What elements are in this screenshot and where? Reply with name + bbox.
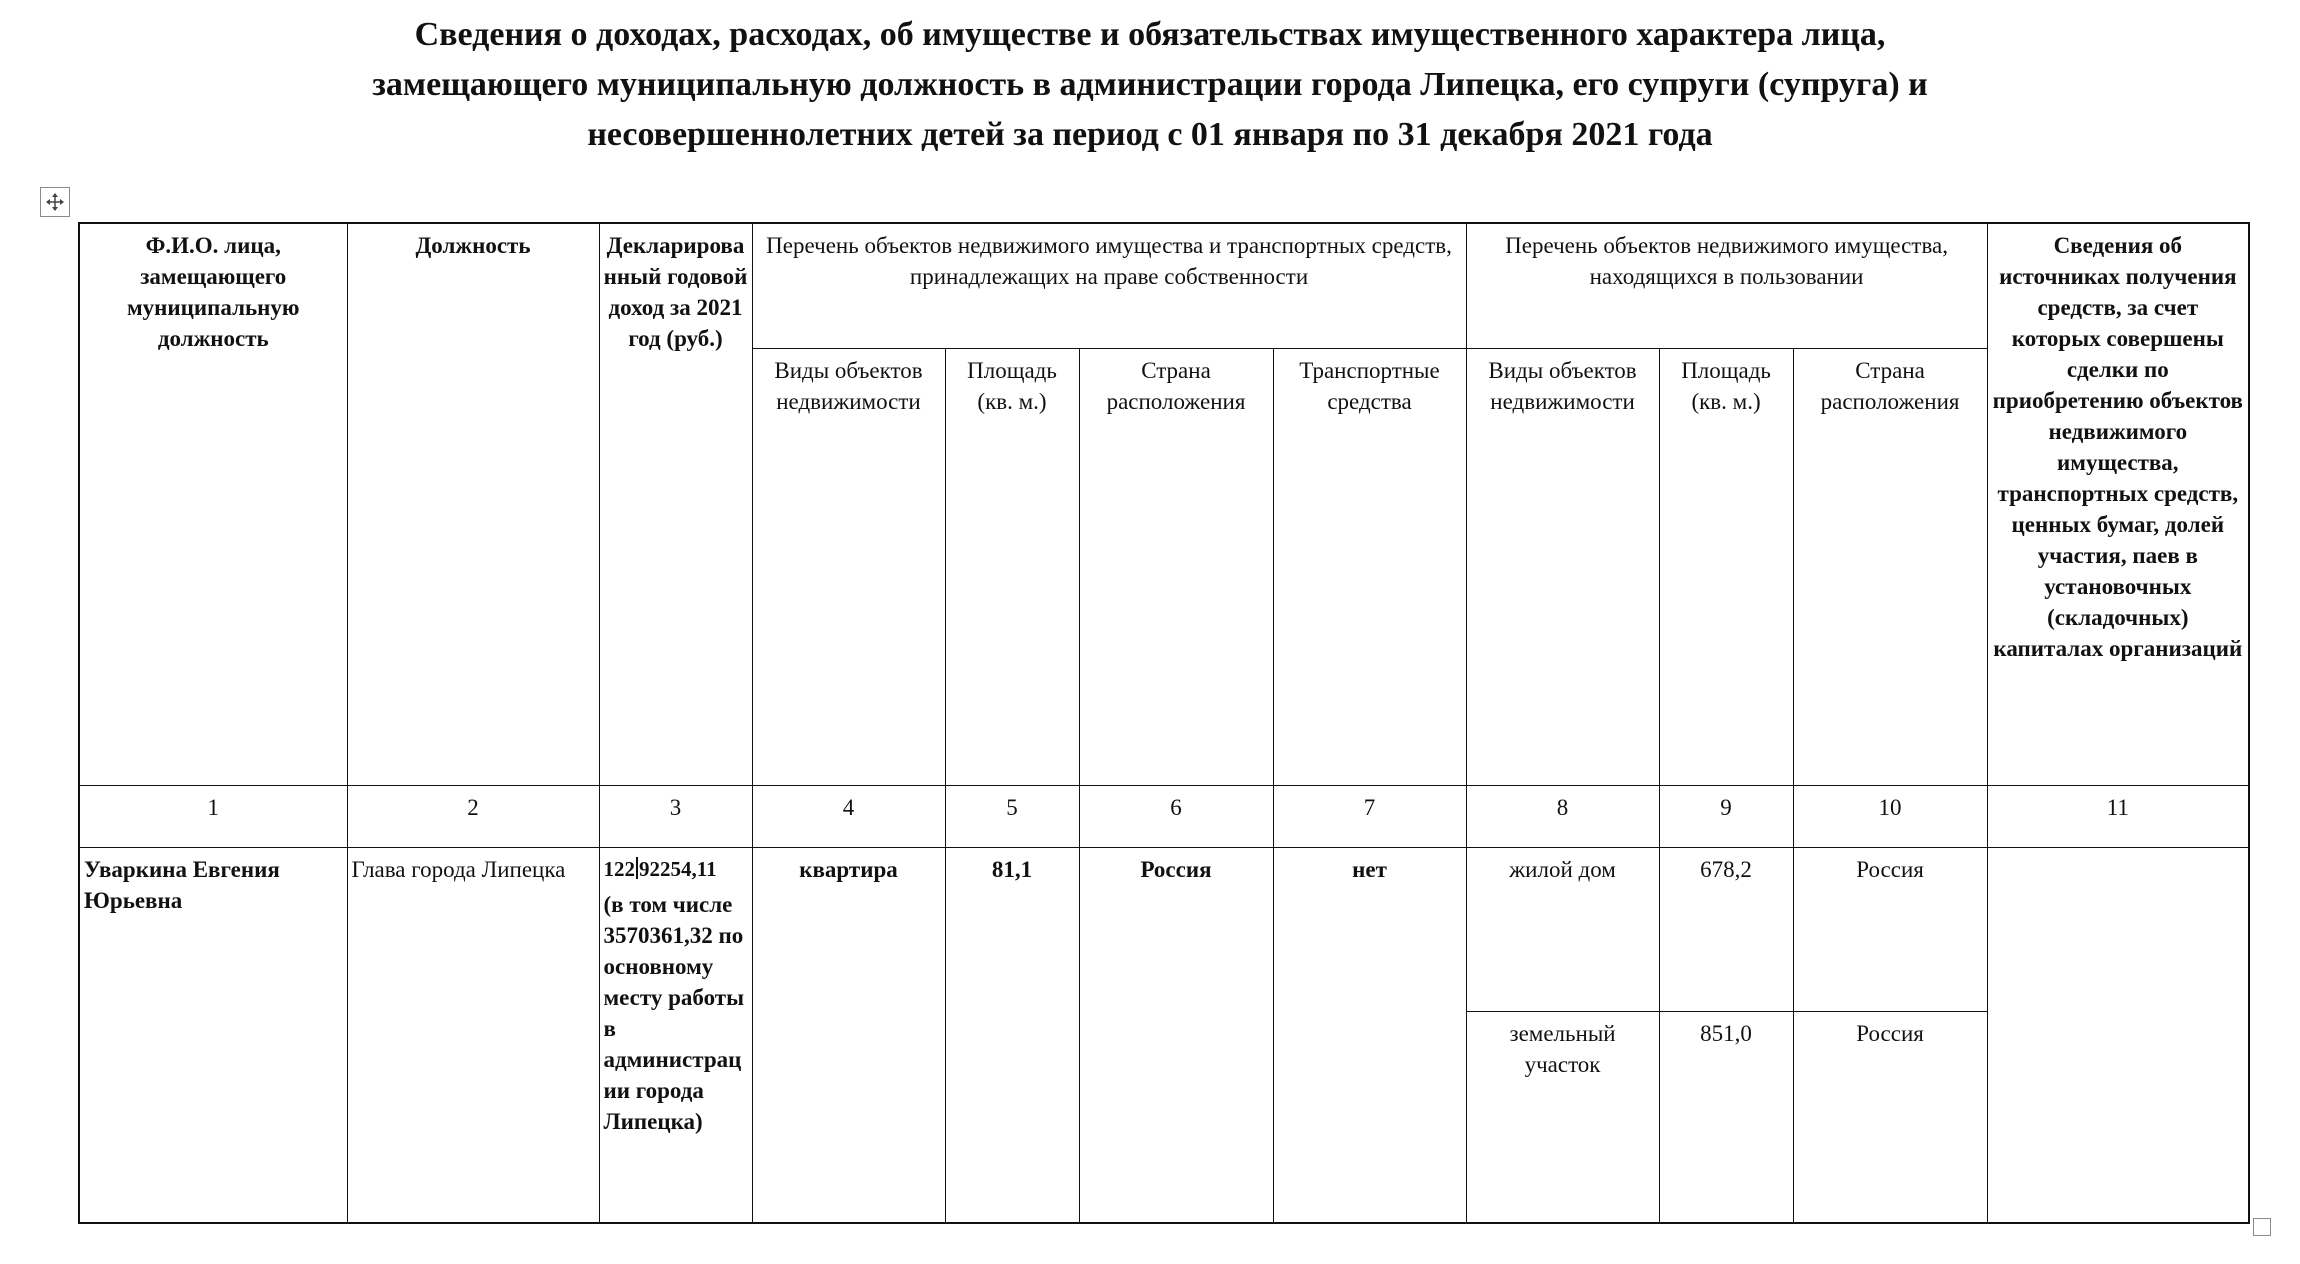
cell-owned-vehicles[interactable]: нет: [1273, 847, 1466, 1223]
cell-used-type[interactable]: жилой дом: [1466, 847, 1659, 1011]
column-number: 4: [752, 785, 945, 847]
cell-owned-area[interactable]: 81,1: [945, 847, 1079, 1223]
header-income: Декларированный годовой доход за 2021 год (руб.): [599, 223, 752, 785]
header-row-1: [79, 223, 2249, 348]
header-used-country: Страна расположения: [1793, 348, 1987, 785]
move-arrows-icon: [45, 192, 65, 212]
column-number: 3: [599, 785, 752, 847]
column-number: 8: [1466, 785, 1659, 847]
table-move-handle[interactable]: [40, 187, 70, 217]
title-line-2: замещающего муниципальную должность в администрации города Липецка, его супруги (супруга) и: [372, 66, 1928, 103]
cell-fio[interactable]: Уваркина Евгения Юрьевна: [79, 847, 347, 1223]
declaration-table: [78, 222, 2250, 1224]
column-number: 11: [1987, 785, 2249, 847]
column-number: 6: [1079, 785, 1273, 847]
cell-owned-country[interactable]: Россия: [1079, 847, 1273, 1223]
cell-position[interactable]: Глава города Липецка: [347, 847, 599, 1223]
header-owned-country: Страна расположения: [1079, 348, 1273, 785]
header-owned-type: Виды объектов недвижимости: [752, 348, 945, 785]
cell-used-type[interactable]: земельный участок: [1466, 1011, 1659, 1223]
header-position: Должность: [347, 223, 599, 785]
column-number: 9: [1659, 785, 1793, 847]
header-sources: Сведения об источниках получения средств, за счет которых совершены сделки по приобретению объектов недвижимого имущества, транспортных средств, ценных бумаг, долей участия, паев в установочных (складочных) капиталах организаций: [1987, 223, 2249, 785]
cell-used-area[interactable]: 678,2: [1659, 847, 1793, 1011]
cell-sources[interactable]: [1987, 847, 2249, 1223]
header-fio: Ф.И.О. лица, замещающего муниципальную должность: [79, 223, 347, 785]
income-amount-prefix: 122: [603, 856, 635, 881]
column-number: 1: [79, 785, 347, 847]
cell-income[interactable]: [599, 847, 752, 1223]
column-number: 5: [945, 785, 1079, 847]
income-note: (в том числе 3570361,32 по основному месту работы в администрации города Липецка): [603, 891, 745, 1134]
header-used-type: Виды объектов недвижимости: [1466, 348, 1659, 785]
column-number: 2: [347, 785, 599, 847]
header-used-area: Площадь (кв. м.): [1659, 348, 1793, 785]
column-number-row: [79, 785, 2249, 847]
cell-used-country[interactable]: Россия: [1793, 1011, 1987, 1223]
cell-owned-type[interactable]: квартира: [752, 847, 945, 1223]
header-owned-area: Площадь (кв. м.): [945, 348, 1079, 785]
title-line-1: Сведения о доходах, расходах, об имуществе и обязательствах имущественного характера лица,: [414, 16, 1886, 53]
header-owned-vehicles: Транспортные средства: [1273, 348, 1466, 785]
column-number: 7: [1273, 785, 1466, 847]
cell-used-area[interactable]: 851,0: [1659, 1011, 1793, 1223]
header-owned-group: Перечень объектов недвижимого имущества и транспортных средств, принадлежащих на праве собственности: [752, 223, 1466, 348]
document-title: [0, 10, 2300, 160]
income-amount-suffix: 92254,11: [639, 856, 717, 881]
header-used-group: Перечень объектов недвижимого имущества, находящихся в пользовании: [1466, 223, 1987, 348]
data-row-main: [79, 847, 2249, 1011]
table-resize-handle[interactable]: [2253, 1218, 2271, 1236]
cell-used-country[interactable]: Россия: [1793, 847, 1987, 1011]
income-amount: [604, 854, 748, 885]
column-number: 10: [1793, 785, 1987, 847]
title-line-3: несовершеннолетних детей за период с 01 января по 31 декабря 2021 года: [587, 116, 1713, 153]
text-cursor: [636, 857, 638, 879]
